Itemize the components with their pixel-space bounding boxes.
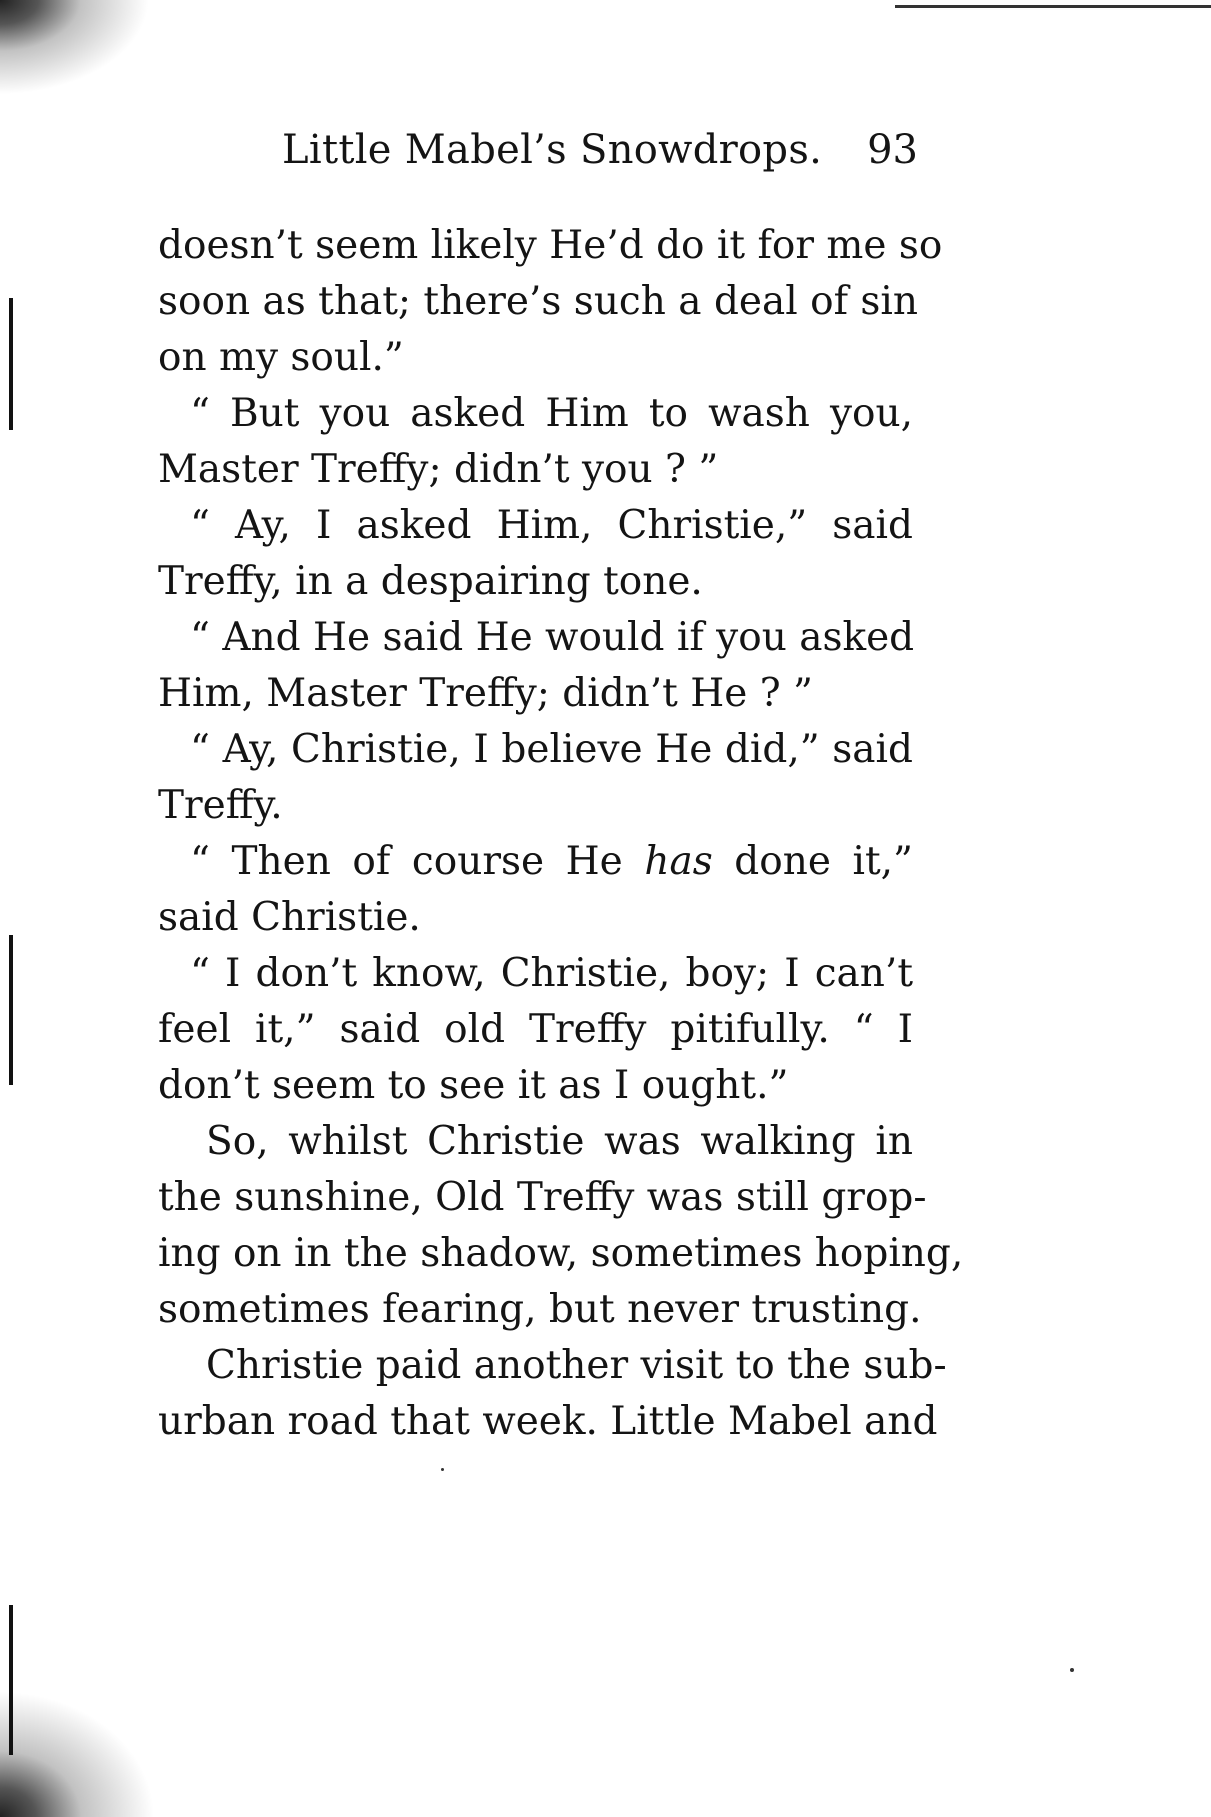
text-line: “ Ay, Christie, I believe He did,” said <box>190 727 913 772</box>
text-segment: done it,” <box>712 839 913 884</box>
scan-speck <box>441 1468 444 1471</box>
scan-smudge-bottom <box>0 1687 160 1817</box>
scan-smudge-top <box>0 0 150 95</box>
text-line: doesn’t seem likely He’d do it for me so <box>158 223 943 268</box>
scan-speck <box>1070 1668 1074 1672</box>
text-line: soon as that; there’s such a deal of sin <box>158 279 919 324</box>
text-line: “ I don’t know, Christie, boy; I can’t <box>190 951 913 996</box>
text-line: feel it,” said old Treffy pitifully. “ I <box>158 1007 913 1052</box>
text-line: “ And He said He would if you asked <box>190 615 915 660</box>
text-line: Christie paid another visit to the sub- <box>206 1343 947 1388</box>
scan-margin-mark <box>9 298 13 430</box>
running-title: Little Mabel’s Snowdrops. <box>282 127 823 173</box>
scan-edge-line <box>895 5 1211 8</box>
scan-margin-mark <box>9 935 13 1085</box>
text-line: Treffy. <box>158 783 283 828</box>
text-line: on my soul.” <box>158 335 404 380</box>
text-line: So, whilst Christie was walking in <box>206 1119 913 1164</box>
emphasis-text: has <box>644 839 713 884</box>
text-line: “ Ay, I asked Him, Christie,” said <box>190 503 913 548</box>
text-line: urban road that week. Little Mabel and <box>158 1399 938 1444</box>
text-line: sometimes fearing, but never trusting. <box>158 1287 922 1332</box>
text-line: don’t seem to see it as I ought.” <box>158 1063 789 1108</box>
scan-margin-mark <box>9 1605 13 1755</box>
text-segment: “ Then of course He <box>190 839 645 884</box>
text-line <box>158 834 913 890</box>
text-line: the sunshine, Old Treffy was still grop- <box>158 1175 927 1220</box>
text-line: said Christie. <box>158 895 421 940</box>
text-line: “ But you asked Him to wash you, <box>190 391 913 436</box>
text-line: ing on in the shadow, sometimes hoping, <box>158 1231 964 1276</box>
text-line: Master Treffy; didn’t you ? ” <box>158 447 719 492</box>
running-header <box>282 120 918 180</box>
page-number: 93 <box>867 127 918 173</box>
body-text <box>158 218 964 1450</box>
text-line: Him, Master Treffy; didn’t He ? ” <box>158 671 813 716</box>
text-line: Treffy, in a despairing tone. <box>158 559 703 604</box>
